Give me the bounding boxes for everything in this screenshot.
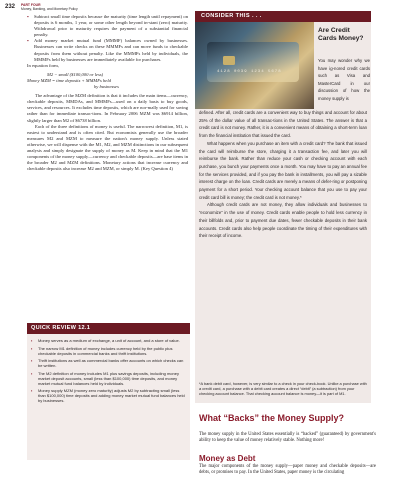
quick-review-item: ▪ Money supply MZM (money zero maturity) adjusts M2 by subtracting small (less than $100,000) time deposits and adding money market mutual fund balances held by businesses.: [31, 388, 185, 403]
part-label: PART FOUR: [21, 3, 41, 7]
credit-card-face: [207, 42, 299, 82]
quick-review-heading: QUICK REVIEW 12.1: [27, 323, 190, 334]
consider-this-heading: CONSIDER THIS . . .: [195, 11, 371, 22]
quick-review-item: ▪ Thrift institutions as well as commercial banks offer accounts on which checks can be written.: [31, 358, 185, 368]
section-heading-money-as-debt: Money as Debt: [199, 454, 256, 463]
quick-review-item: ▪ Money serves as a medium of exchange, a unit of account, and a store of value.: [31, 338, 185, 343]
left-column: [27, 14, 188, 172]
consider-this-body: [199, 109, 367, 240]
equation-intro: In equation form,: [27, 62, 60, 68]
section-heading-backing: What “Backs” the Money Supply?: [199, 413, 345, 423]
card-number: 4128 0039 1234 5678: [217, 70, 282, 74]
paragraph-money-as-debt: The major components of the money supply—paper money and checkable deposits—are debts, or promises to pay. In the United States, paper money is the circulating: [199, 464, 376, 476]
quick-review-item: ▪ The narrow M1 definition of money includes currency held by the public plus checkable deposits in commercial banks and thrift institutions.: [31, 346, 185, 356]
paragraph-definitions: Each of the three definitions of money is useful. The narrowest definition, M1, is easiest to understand and is often cited. But economists generally use the broader measures M2 and MZM to measure the nation's money supply. Unless stated otherwise, we will dispense with the M1, M2, and MZM distinctions in our subsequent analysis and simply designate the supply of money as M. Keep in mind that the M1 components of the money supply—currency and checkable deposits—are base items in the broader M2 and MZM definitions. Monetary actions that increase currency and checkable deposits also increase M2 and MZM, or simply M. (Key Question 4): [27, 123, 188, 172]
consider-this-footnote: *A bank debit card, however, is very similar to a check in your check-book. Unlike a purchase with a credit card, a purchase with a debit card creates a direct “debit” (a subtraction) from your checking account balance. That checking account balance is money—it is part of M1.: [199, 381, 367, 396]
consider-this-intro: You may wonder why we have ig-nored credit cards such as Visa and MasterCard in our discussion of how the money supply is: [318, 58, 370, 101]
consider-this-paragraph-1: defined. After all, credit cards are a convenient way to buy things and account for about 25% of the dollar value of all transac-tions in the United States. The answer is that a credit card is not money. Rather, it is a convenient means of obtaining a short-term loan from the financial institution that issued the card.: [199, 110, 367, 139]
formula-line-3: by businesses: [94, 84, 119, 90]
quick-review-item: ▪ The M2 definition of money includes M1 plus savings deposits, including money market deposit accounts, small (less than $100,000) time deposits, and money market mutual fund balances held by individuals.: [31, 371, 185, 386]
part-title: Money, Banking, and Monetary Policy: [21, 7, 78, 12]
quick-review-box: [27, 334, 190, 460]
card-chip-icon: [223, 56, 235, 65]
bullet-subtract: ▪ Subtract small time deposits because the maturity (time length until repayment) on deposits is 6 months, 1 year, or some other length beyond in-stant (zero) maturity. Withdrawal prior to maturity requires the payment of a substantial financial penalty.: [27, 14, 188, 38]
formula-line-2: Money MZM = time deposits + MMMFs held: [27, 77, 111, 83]
paragraph-mzm-advantage: The advantage of the MZM definition is that it includes the main items—currency, checkable deposits, MMDAs, and MMMFs—used on a daily basis to buy goods, services, and resources. It excludes time deposits, which are nor-mally used for saving rather than for immediate transac-tions. In February 2006 MZM was $6914 billion, slightly larger than M2 of $6738 billion.: [27, 93, 188, 123]
credit-card-photo: [195, 22, 314, 109]
formula-line-1: M2 − small ($100,000 or less): [47, 71, 104, 77]
bullet-add: ▪ Add money market mutual fund (MMMF) balances owned by businesses. Businesses can write checks on these MMMFs and can move funds to checkable deposits from them without penalty. Like the MMMFs held by individuals, the MMMFs held by businesses are immediately available for purchases.: [27, 38, 188, 62]
running-header: [21, 3, 78, 12]
consider-this-paragraph-2: What happens when you purchase an item with a credit card? The bank that issued the card will reimburse the store, charging it a transaction fee, and later you will reimburse the bank. Rather than reduce your cash or checking account with each purchase, you bunch your payments once a month. You may have to pay an annual fee for the services provided, and if you pay the bank in installments, you will pay a sizable interest charge on the loan. Credit cards are merely a means of defer-ring or postponing payment for a short period. Your checking account balance that you use to pay your credit card bill is money; the credit card is not money.*: [199, 140, 367, 200]
consider-this-paragraph-3: Although credit cards are not money, they allow individuals and businesses to “economize” in the use of money. Credit cards enable people to hold less currency in their billfolds and, prior to payment due dates, fewer checkable deposits in their bank accounts. Credit cards also help people coordinate the timing of their expenditures with their receipt of income.: [199, 202, 367, 239]
page-number: 232: [5, 4, 16, 10]
consider-this-title: Are Credit Cards Money?: [318, 27, 364, 42]
paragraph-backing: The money supply in the United States essentially is “backed” (guaranteed) by government's ability to keep the value of money relatively stable. Nothing more!: [199, 432, 376, 444]
